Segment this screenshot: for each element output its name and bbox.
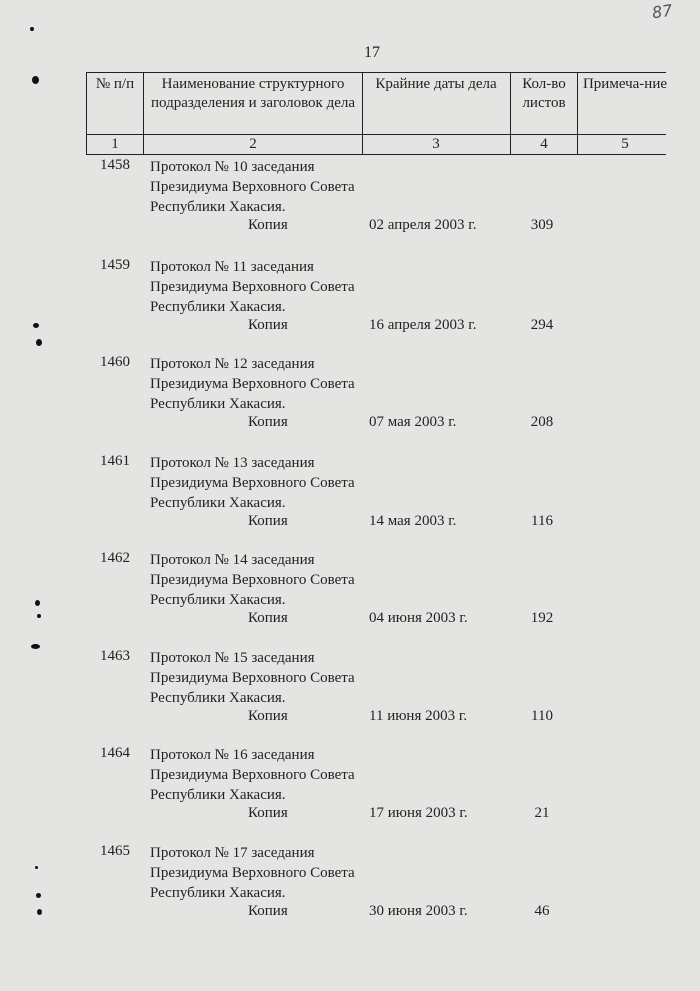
header-dates: Крайние даты дела [375,76,497,92]
entry-copy-label: Копия [248,217,288,233]
entry-copy-label: Копия [248,317,288,333]
entry-copy-label: Копия [248,805,288,821]
list-item [0,550,700,640]
column-divider-3 [510,72,511,155]
scan-speck [35,866,38,869]
column-number-5: 5 [621,136,629,152]
list-item [0,157,700,247]
list-item [0,257,700,347]
entry-sheet-count: 208 [530,414,554,430]
page-number: 17 [364,44,380,61]
entry-date: 04 июня 2003 г. [369,610,468,626]
entry-date: 07 мая 2003 г. [369,414,457,430]
list-item [0,354,700,444]
scan-speck [32,76,39,84]
scan-speck [33,323,39,328]
entry-sheet-count: 21 [534,805,550,821]
entry-title: Протокол № 14 заседания Президиума Верховного Совета Республики Хакасия. [150,552,355,608]
entry-date: 14 мая 2003 г. [369,513,457,529]
entry-copy-label: Копия [248,903,288,919]
entry-sheet-count: 294 [530,317,554,333]
entry-sheet-count: 46 [534,903,550,919]
entry-title: Протокол № 17 заседания Президиума Верховного Совета Республики Хакасия. [150,845,355,901]
entry-number: 1460 [100,354,130,370]
handwritten-folio-mark: 87 [650,0,674,23]
entry-title: Протокол № 12 заседания Президиума Верховного Совета Республики Хакасия. [150,356,355,412]
list-item [0,745,700,835]
entry-date: 16 апреля 2003 г. [369,317,477,333]
table-left-border [86,72,87,155]
entry-number: 1465 [100,843,130,859]
entry-title: Протокол № 16 заседания Президиума Верховного Совета Республики Хакасия. [150,747,355,803]
column-number-4: 4 [540,136,548,152]
scan-speck [31,644,40,649]
entry-sheet-count: 192 [530,610,554,626]
entry-number: 1464 [100,745,130,761]
entry-number: 1459 [100,257,130,273]
column-divider-2 [362,72,363,155]
header-notes: Примеча-ние [582,76,668,92]
entry-copy-label: Копия [248,414,288,430]
entry-number: 1461 [100,453,130,469]
column-number-2: 2 [249,136,257,152]
scan-speck [35,600,40,606]
entry-sheet-count: 309 [530,217,554,233]
entry-title: Протокол № 15 заседания Президиума Верховного Совета Республики Хакасия. [150,650,355,706]
entry-title: Протокол № 13 заседания Президиума Верховного Совета Республики Хакасия. [150,455,355,511]
header-number: № п/п [95,76,135,92]
numbering-row-bottom-border [86,154,666,155]
entry-number: 1458 [100,157,130,173]
entry-number: 1462 [100,550,130,566]
scan-speck [36,893,41,898]
header-title: Наименование структурного подразделения и заголовок дела [150,76,356,111]
entry-date: 17 июня 2003 г. [369,805,468,821]
column-divider-4 [577,72,578,155]
column-number-3: 3 [432,136,440,152]
table-top-border [86,72,666,73]
entry-date: 11 июня 2003 г. [369,708,468,724]
entry-number: 1463 [100,648,130,664]
list-item [0,648,700,738]
list-item [0,843,700,933]
header-sheets: Кол-во листов [522,76,566,111]
entry-date: 02 апреля 2003 г. [369,217,477,233]
entry-sheet-count: 110 [531,708,553,724]
column-divider-1 [143,72,144,155]
list-item [0,453,700,543]
scan-speck [36,339,42,346]
scan-speck [30,27,34,31]
entry-title: Протокол № 10 заседания Президиума Верховного Совета Республики Хакасия. [150,159,355,215]
column-number-1: 1 [111,136,119,152]
entry-title: Протокол № 11 заседания Президиума Верховного Совета Республики Хакасия. [150,259,355,315]
scan-speck [37,614,41,618]
entry-copy-label: Копия [248,708,288,724]
entry-copy-label: Копия [248,513,288,529]
entry-copy-label: Копия [248,610,288,626]
entry-sheet-count: 116 [531,513,553,529]
scan-speck [37,909,42,915]
entry-date: 30 июня 2003 г. [369,903,468,919]
